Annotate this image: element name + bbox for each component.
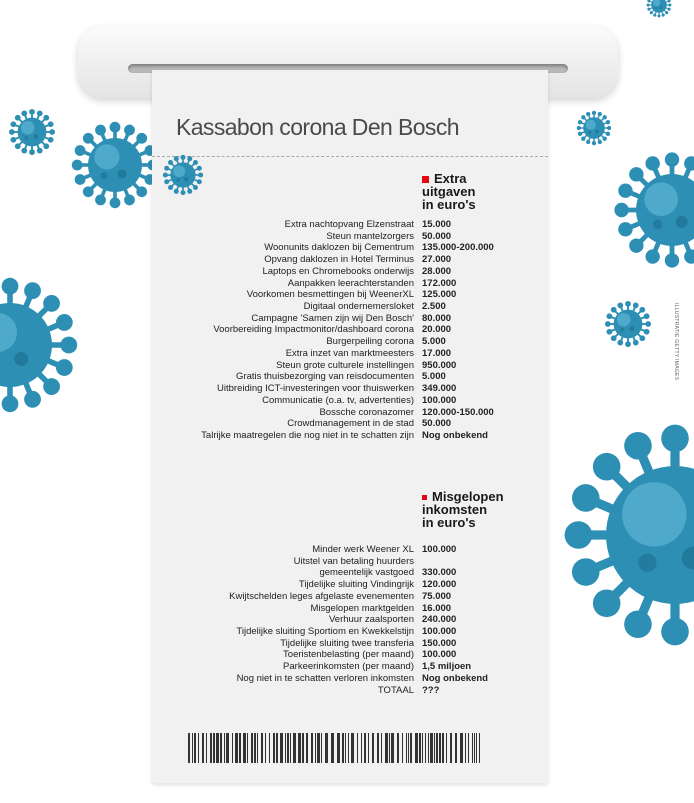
virus-icon xyxy=(8,108,56,156)
list-item xyxy=(152,289,548,301)
list-item xyxy=(152,556,548,568)
item-label: Voorkomen besmettingen bij WeenerXL xyxy=(246,289,414,301)
list-item xyxy=(152,348,548,360)
item-value: 240.000 xyxy=(422,614,457,626)
list-item xyxy=(152,219,548,231)
item-value: 120.000-150.000 xyxy=(422,406,494,418)
item-value: 349.000 xyxy=(422,383,457,395)
heading-line: in euro's xyxy=(422,515,476,530)
list-item xyxy=(152,324,548,336)
item-label: Kwijtschelden leges afgelaste evenementen xyxy=(229,590,414,602)
list-item xyxy=(152,626,548,638)
list-item xyxy=(152,336,548,348)
item-value: 172.000 xyxy=(422,277,457,289)
list-item xyxy=(152,383,548,395)
list-item xyxy=(152,418,548,430)
heading-line: inkomsten xyxy=(422,502,488,517)
item-value: 20.000 xyxy=(422,324,452,336)
item-value: 100.000 xyxy=(422,649,457,661)
heading-line: Extra xyxy=(434,171,467,186)
item-label: Crowdmanagement in de stad xyxy=(287,418,414,430)
list-item xyxy=(152,544,548,556)
item-label: Parkeerinkomsten (per maand) xyxy=(283,661,414,673)
item-label: Gratis thuisbezorging van reisdocumenten xyxy=(236,371,414,383)
item-value: 17.000 xyxy=(422,347,452,359)
item-label: Campagne 'Samen zijn wij Den Bosch' xyxy=(251,312,414,324)
list-item xyxy=(152,661,548,673)
virus-icon xyxy=(576,110,612,146)
item-value: 27.000 xyxy=(422,254,452,266)
item-value: 150.000 xyxy=(422,637,457,649)
list-item xyxy=(152,649,548,661)
heading-line: Misgelopen xyxy=(432,489,504,504)
virus-icon xyxy=(0,275,80,415)
list-item xyxy=(152,301,548,313)
item-label: Aanpakken leerachterstanden xyxy=(287,277,414,289)
item-value: 50.000 xyxy=(422,418,452,430)
item-value: 100.000 xyxy=(422,394,457,406)
item-value: 15.000 xyxy=(422,219,452,230)
item-label: Burgerpeiling corona xyxy=(326,336,414,348)
item-label: Talrijke maatregelen die nog niet in te schatten zijn xyxy=(201,429,414,441)
item-label: Extra inzet van marktmeesters xyxy=(285,347,414,359)
item-value: 75.000 xyxy=(422,590,452,602)
section-heading-extra-uitgaven xyxy=(422,172,476,211)
item-value: ??? xyxy=(422,684,440,696)
item-label: Digitaal ondernemersloket xyxy=(303,301,414,313)
item-value: 80.000 xyxy=(422,312,452,324)
list-item xyxy=(152,673,548,685)
list-item xyxy=(152,591,548,603)
item-value: 1,5 miljoen xyxy=(422,661,472,673)
list-item xyxy=(152,407,548,419)
heading-line: uitgaven xyxy=(422,184,476,199)
virus-icon xyxy=(560,420,694,650)
virus-icon xyxy=(646,0,672,18)
item-label: Woonunits daklozen bij Cementrum xyxy=(264,242,414,254)
item-label: Uitstel van betaling huurders xyxy=(293,555,414,567)
item-label: Opvang daklozen in Hotel Terminus xyxy=(264,254,414,266)
virus-icon xyxy=(162,154,204,196)
item-value: 950.000 xyxy=(422,359,457,371)
item-value: 100.000 xyxy=(422,544,457,555)
item-label: Misgelopen marktgelden xyxy=(310,602,414,614)
item-value: 16.000 xyxy=(422,602,452,614)
item-label: Laptops en Chromebooks onderwijs xyxy=(262,265,414,277)
virus-icon xyxy=(604,300,652,348)
item-value: 2.500 xyxy=(422,301,446,313)
list-item xyxy=(152,242,548,254)
item-label: Uitbreiding ICT-investeringen voor thuiswerken xyxy=(217,383,414,395)
list-item xyxy=(152,603,548,615)
item-value: 330.000 xyxy=(422,567,457,579)
list-item xyxy=(152,579,548,591)
item-label: Tijdelijke sluiting Sportiom en Kwekkelstijn xyxy=(236,626,414,638)
list-item xyxy=(152,360,548,372)
item-value: Nog onbekend xyxy=(422,672,488,684)
item-label: Steun grote culturele instellingen xyxy=(276,359,414,371)
list-item xyxy=(152,685,548,697)
item-value: 120.000 xyxy=(422,579,457,591)
item-label: Extra nachtopvang Elzenstraat xyxy=(284,219,414,230)
item-label: Tijdelijke sluiting twee transferia xyxy=(280,637,414,649)
divider xyxy=(152,156,548,157)
list-item xyxy=(152,395,548,407)
image-credit: ILLUSTRATIE GETTY IMAGES xyxy=(673,303,679,381)
list-item xyxy=(152,313,548,325)
receipt xyxy=(152,70,548,783)
receipt-title: Kassabon corona Den Bosch xyxy=(176,114,459,140)
section-heading-misgelopen-inkomsten xyxy=(422,490,504,529)
item-label: Minder werk Weener XL xyxy=(312,544,414,555)
item-value: 135.000-200.000 xyxy=(422,242,494,254)
list-item xyxy=(152,231,548,243)
list-item xyxy=(152,266,548,278)
virus-icon xyxy=(612,150,694,270)
item-value: 50.000 xyxy=(422,230,452,242)
heading-line: in euro's xyxy=(422,197,476,212)
item-label: Communicatie (o.a. tv, advertenties) xyxy=(262,394,414,406)
item-value: Nog onbekend xyxy=(422,429,488,441)
barcode xyxy=(188,733,480,763)
item-value: 100.000 xyxy=(422,626,457,638)
item-value: 125.000 xyxy=(422,289,457,301)
item-value: 5.000 xyxy=(422,336,446,348)
item-label: Nog niet in te schatten verloren inkomsten xyxy=(236,672,414,684)
list-item xyxy=(152,371,548,383)
list-item xyxy=(152,430,548,442)
item-label: Bossche coronazomer xyxy=(319,406,414,418)
item-label: Toeristenbelasting (per maand) xyxy=(283,649,414,661)
item-value: 5.000 xyxy=(422,371,446,383)
list-item xyxy=(152,254,548,266)
list-item xyxy=(152,567,548,579)
item-value: 28.000 xyxy=(422,265,452,277)
item-label: Tijdelijke sluiting Vindingrijk xyxy=(298,579,414,591)
list-item xyxy=(152,614,548,626)
item-label: Verhuur zaalsporten xyxy=(328,614,414,626)
item-label: Steun mantelzorgers xyxy=(326,230,414,242)
list-item xyxy=(152,278,548,290)
item-label: Voorbereiding Impactmonitor/dashboard corona xyxy=(213,324,414,336)
item-label: gemeentelijk vastgoed xyxy=(319,567,414,579)
list-item xyxy=(152,638,548,650)
item-label: TOTAAL xyxy=(377,684,414,696)
virus-icon xyxy=(70,120,160,210)
